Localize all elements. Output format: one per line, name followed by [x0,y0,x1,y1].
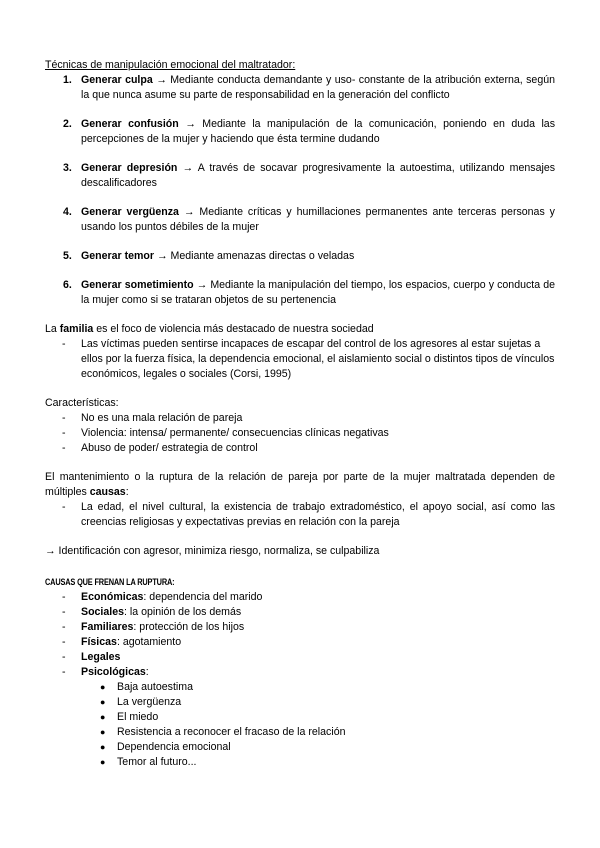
family-post: es el foco de violencia más destacado de nuestra sociedad [93,323,374,335]
causes-title: CAUSAS QUE FRENAN LA RUPTURA: [45,577,175,587]
list-item [45,710,555,725]
technique-item [45,205,555,235]
document-page [45,58,555,770]
list-item [45,605,555,620]
maintenance-bold: causas [89,486,126,498]
technique-item [45,73,555,103]
technique-item [45,117,555,147]
bullet-icon: ● [100,697,106,707]
list-item [45,411,555,426]
list-item [45,500,555,530]
arrow: → [156,250,168,262]
causes-section [45,575,555,770]
technique-name: Generar sometimiento [81,279,194,291]
dash-marker: - [62,427,66,439]
list-item [45,680,555,695]
list-item [45,665,555,680]
bullet-icon: ● [100,742,106,752]
identification-line: → Identificación con agresor, minimiza riesgo, normaliza, se culpabiliza [45,545,380,557]
cause-name: Familiares [81,621,134,633]
cause-name: Físicas [81,636,117,648]
arrow: → [182,162,194,174]
technique-number: 5. [63,250,72,262]
family-bold: familia [59,323,94,335]
technique-number: 3. [63,162,72,174]
causes-list [45,590,555,680]
family-section [45,322,555,382]
list-item [45,635,555,650]
dash-marker: - [62,621,66,633]
arrow: → [183,206,195,218]
dash-marker: - [62,606,66,618]
list-item [45,426,555,441]
arrow: → [185,118,196,130]
cause-detail: : dependencia del marido [143,591,263,603]
maintenance-post: : [125,486,129,498]
maintenance-list [45,500,555,530]
cause-name: Económicas [81,591,144,603]
technique-text: Mediante críticas y humillaciones permanentes ante terceras personas y usando los puntos débiles de la mujer [81,206,555,233]
cause-name: Psicológicas [81,666,146,678]
list-item [45,337,555,382]
dash-marker: - [62,442,66,454]
list-item-text: Las víctimas pueden sentirse incapaces de escapar del control de los agresores al estar sujetas a ellos por la fuerza física, la dependencia emocional, el aislamiento social o distintos tipos de vínculos económicos, legales o sociales (Corsi, 1995) [81,338,555,380]
family-pre: La [45,323,60,335]
technique-name: Generar temor [81,250,155,262]
list-item-text: El miedo [117,711,159,723]
technique-text: Mediante amenazas directas o veladas [170,250,355,262]
maintenance-intro [45,470,555,500]
maintenance-section [45,470,555,530]
list-item-text: Abuso de poder/ estrategia de control [81,442,258,454]
list-item-text: Temor al futuro... [117,756,197,768]
list-item-text: La vergüenza [117,696,182,708]
bullet-icon: ● [100,712,106,722]
list-item [45,740,555,755]
dash-marker: - [62,501,66,513]
family-intro [45,322,555,337]
cause-name: Sociales [81,606,124,618]
list-item [45,620,555,635]
technique-name: Generar confusión [81,118,179,130]
list-item [45,755,555,770]
list-item-text: No es una mala relación de pareja [81,412,243,424]
arrow: → [196,279,208,291]
list-item-text: Resistencia a reconocer el fracaso de la relación [117,726,346,738]
technique-number: 2. [63,118,72,130]
section-title: Técnicas de manipulación emocional del maltratador: [45,59,296,71]
list-item-text: Baja autoestima [117,681,193,693]
cause-detail: : protección de los hijos [133,621,245,633]
technique-item [45,161,555,191]
cause-detail: : agotamiento [116,636,182,648]
maintenance-pre: El mantenimiento o la ruptura de la relación de pareja por parte de la mujer maltratada dependen de múltiples [45,471,555,498]
techniques-list [45,73,555,308]
list-item [45,725,555,740]
technique-number: 4. [63,206,72,218]
technique-text: Mediante conducta demandante y uso- constante de la atribución externa, según la que nunca asume su parte de responsabilidad en la generación del conflicto [81,74,555,101]
bullet-icon: ● [100,757,106,767]
arrow: → [156,74,167,86]
list-item-text: Dependencia emocional [117,741,231,753]
characteristics-list [45,411,555,456]
technique-text: Mediante la manipulación de la comunicación, poniendo en duda las percepciones de la mujer y haciendo que ésta termine dudando [81,118,556,145]
technique-name: Generar culpa [81,74,153,86]
technique-name: Generar depresión [81,162,178,174]
technique-text: Mediante la manipulación del tiempo, los espacios, cuerpo y conducta de la mujer como si se trataran objetos de su pertenencia [81,279,555,306]
dash-marker: - [62,666,66,678]
dash-marker: - [62,338,66,350]
cause-name: Legales [81,651,121,663]
dash-marker: - [62,651,66,663]
list-item [45,650,555,665]
bullet-icon: ● [100,727,106,737]
technique-item [45,249,555,264]
technique-item [45,278,555,308]
cause-detail: : la opinión de los demás [124,606,242,618]
dash-marker: - [62,412,66,424]
technique-number: 6. [63,279,72,291]
dash-marker: - [62,636,66,648]
list-item-text: La edad, el nivel cultural, la existencia de trabajo extradoméstico, el apoyo social, así como las creencias religiosas y expectativas previas en relación con la pareja [81,501,555,528]
characteristics-heading: Características: [45,397,119,409]
dash-marker: - [62,591,66,603]
bullet-icon: ● [100,682,106,692]
technique-text: A través de socavar progresivamente la autoestima, utilizando mensajes descalificadores [81,162,556,189]
technique-number: 1. [63,74,72,86]
psychological-list [45,680,555,770]
list-item [45,695,555,710]
characteristics-section [45,396,555,456]
list-item [45,590,555,605]
list-item [45,441,555,456]
list-item-text: Violencia: intensa/ permanente/ consecuencias clínicas negativas [81,427,389,439]
cause-detail: : [145,666,149,678]
family-list [45,337,555,382]
technique-name: Generar vergüenza [81,206,179,218]
